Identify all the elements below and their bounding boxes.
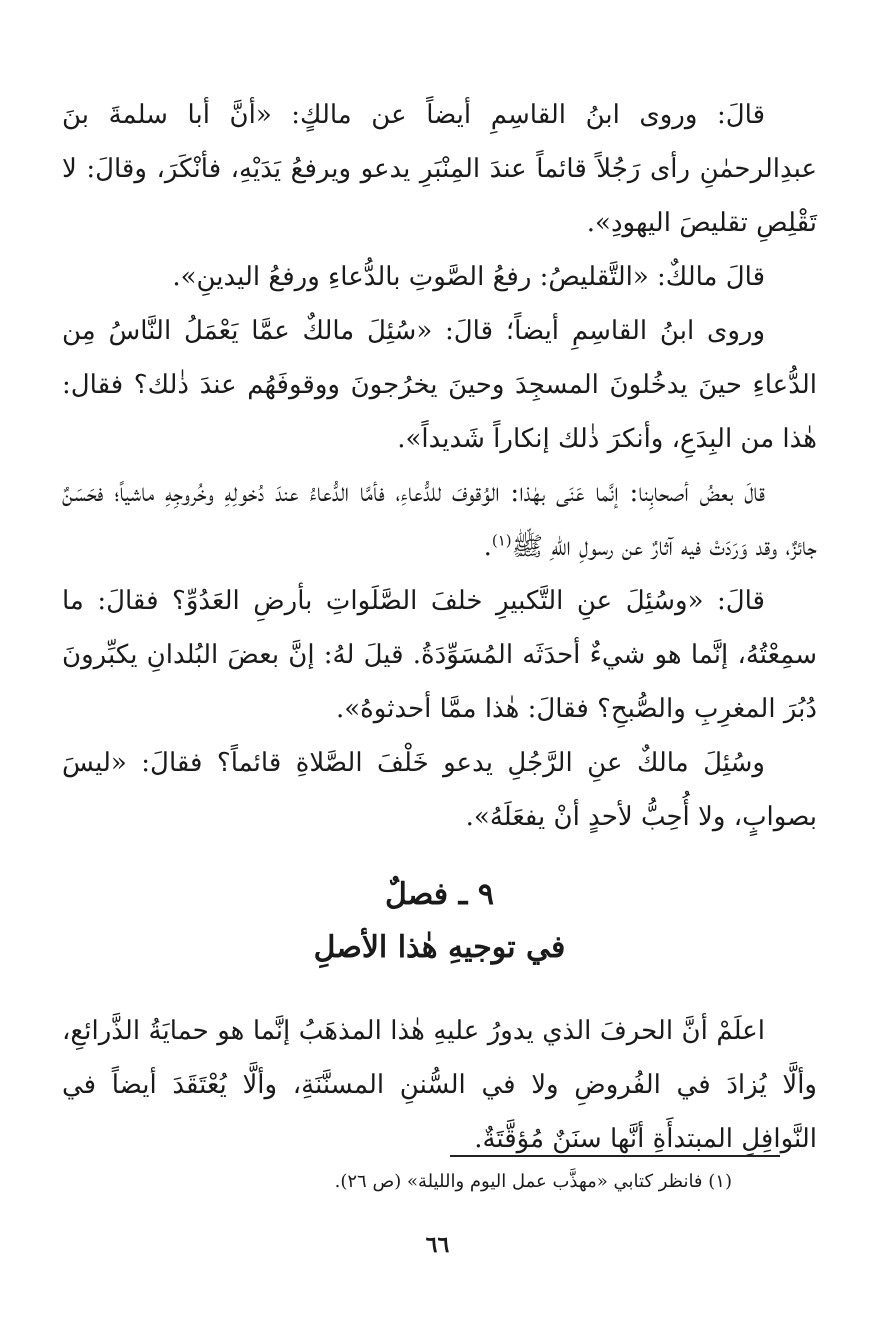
page-body	[62, 88, 817, 1166]
footnote-divider	[450, 1155, 780, 1157]
section-paragraph: اعلَمْ أنَّ الحرفَ الذي يدورُ عليهِ هٰذا المذهَبُ إنَّما هو حمايَةُ الذَّرائعِ، وألَّا يُزادَ في الفُروضِ ولا في السُّننِ المسنَّنَةِ، وألَّا يُعْتَقَدَ أيضاً في النَّوافِلِ المبتدأَةِ أنَّها سنَنٌ مُؤقَّتَةٌ.	[62, 1016, 817, 1154]
paragraph-1: قالَ: وروى ابنُ القاسِمِ أيضاً عن مالكٍ: «أنَّ أبا سلمةَ بنَ عبدِالرحمٰنِ رأى رَجُلاً قائماً عندَ المِنْبَرِ يدعو ويرفعُ يَدَيْهِ، فأنْكَرَ، وقالَ: لا تَقْلِصِ تقليصَ اليهودِ».	[62, 100, 817, 238]
page-number: ٦٦	[425, 1232, 450, 1258]
paragraph-2: قالَ مالكٌ: «التَّقليصُ: رفعُ الصَّوتِ بالدُّعاءِ ورفعُ اليدينِ».	[172, 262, 765, 292]
footnote: (١) فانظر كتابي «مهذَّب عمل اليوم والليلة» (ص ٢٦).	[334, 1171, 732, 1192]
section-heading-number: ٩ ـ فصلٌ	[385, 877, 494, 912]
footnote-reference[interactable]: (١)	[491, 531, 512, 550]
paragraph-6: وسُئِلَ مالكٌ عنِ الرَّجُلِ يدعو خَلْفَ الصَّلاةِ قائماً؟ فقالَ: «ليسَ بصوابٍ، ولا أُحِبُّ لأحدٍ أنْ يفعَلَهُ».	[62, 748, 817, 832]
paragraph-4	[62, 466, 817, 574]
paragraph-4-end: .	[483, 532, 492, 562]
paragraph-4-text: قالَ بعضُ أصحابِنا: إنَّما عَنَى بهٰذا: الوُقوفَ للدُّعاءِ، فأمَّا الدُّعاءُ عندَ دُخولِهِ وخُروجِهِ ماشياً؛ فحَسَنٌ جائزٌ، وقد وَرَدَتْ فيه آثارٌ عن رسولِ اللهِ ﷺ	[62, 478, 817, 562]
paragraph-3: وروى ابنُ القاسِمِ أيضاً؛ قالَ: «سُئِلَ مالكٌ عمَّا يَعْمَلُ النَّاسُ مِن الدُّعاءِ حينَ يدخُلونَ المسجِدَ وحينَ يخرُجونَ ووقوفَهُم عندَ ذٰلك؟ فقال: هٰذا من البِدَعِ، وأنكرَ ذٰلك إنكاراً شَديداً».	[62, 316, 817, 454]
section-heading-title: في توجيهِ هٰذا الأصلِ	[313, 930, 566, 965]
paragraph-5: قالَ: «وسُئِلَ عنِ التَّكبيرِ خلفَ الصَّلَواتِ بأرضِ العَدُوِّ؟ فقالَ: ما سمِعْتُهُ، إنَّما هو شيءٌ أحدَثَه المُسَوِّدَةُ. قيلَ لهُ: إنَّ بعضَ البُلدانِ يكبِّرونَ دُبُرَ المغرِبِ والصُّبحِ؟ فقالَ: هٰذا ممَّا أحدثوهُ».	[62, 586, 817, 724]
